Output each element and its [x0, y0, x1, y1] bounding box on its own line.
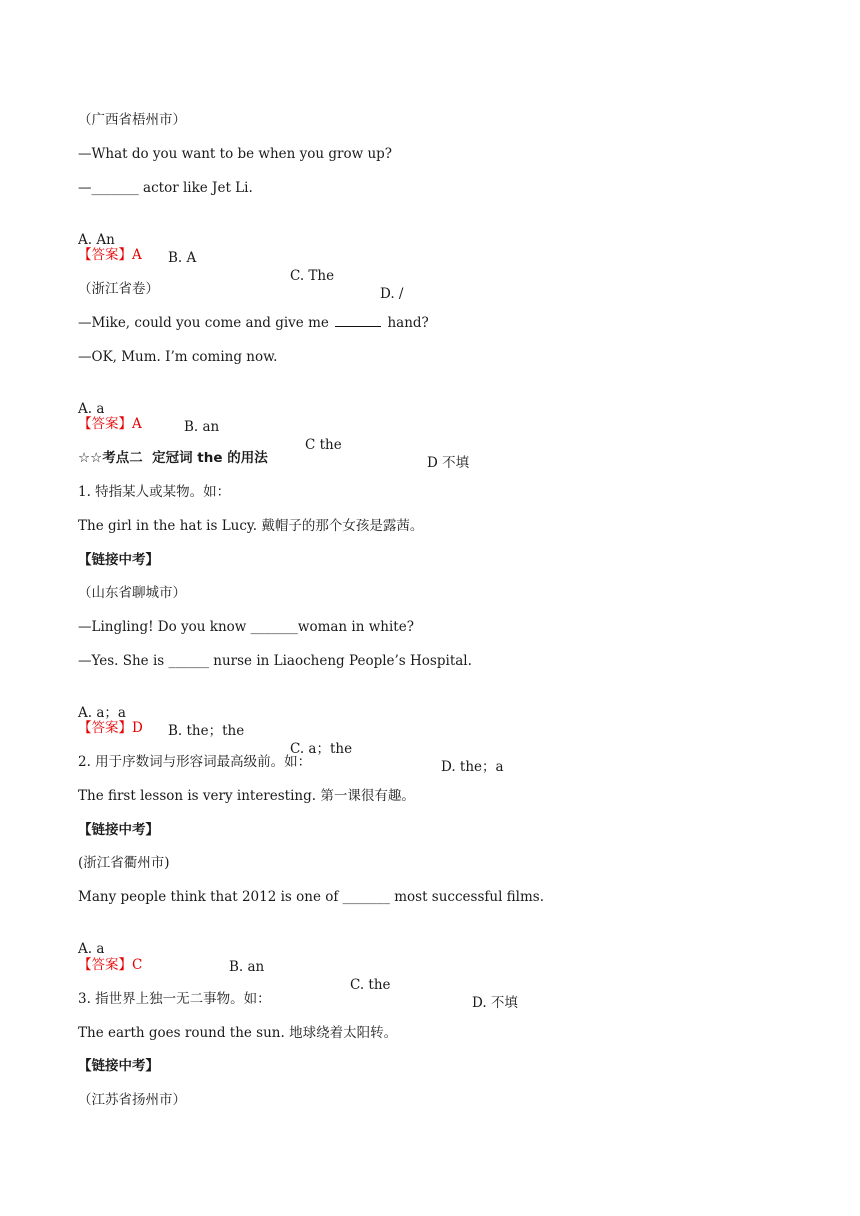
- answer-label: 【答案】A: [78, 247, 142, 263]
- option-b: B. an: [184, 419, 220, 435]
- point-heading: 2. 用于序数词与形容词最高级前。如：: [78, 754, 312, 770]
- option-a: A. a: [78, 941, 105, 957]
- option-c: C. a；the: [290, 741, 353, 757]
- option-c: C. The: [290, 268, 335, 284]
- option-c: C. the: [350, 977, 391, 993]
- question-line: [78, 314, 429, 332]
- section-heading: ☆☆考点二 定冠词 the 的用法: [78, 450, 268, 466]
- question-line: —_______ actor like Jet Li.: [78, 180, 253, 196]
- option-c: C the: [305, 437, 342, 453]
- link-label: 【链接中考】: [78, 552, 159, 568]
- question-line: —What do you want to be when you grow up?: [78, 146, 393, 162]
- question-source: (浙江省衢州市): [78, 855, 170, 871]
- question-source: （浙江省卷）: [78, 281, 159, 297]
- question-line: —OK, Mum. I’m coming now.: [78, 349, 278, 365]
- question-source: （广西省梧州市）: [78, 112, 186, 128]
- question-line: —Lingling! Do you know _______woman in white?: [78, 619, 414, 635]
- question-line: —Yes. She is ______ nurse in Liaocheng People’s Hospital.: [78, 653, 472, 669]
- options-row: [78, 213, 778, 303]
- question-line: Many people think that 2012 is one of _______ most successful films.: [78, 889, 545, 905]
- answer-blank: [335, 314, 381, 327]
- example-sentence: The girl in the hat is Lucy. 戴帽子的那个女孩是露茜。: [78, 518, 424, 534]
- answer-label: 【答案】D: [78, 720, 143, 736]
- option-d: D. 不填: [472, 995, 518, 1011]
- link-label: 【链接中考】: [78, 822, 159, 838]
- question-text: —Mike, could you come and give me: [78, 315, 334, 331]
- option-b: B. A: [168, 250, 197, 266]
- answer-label: 【答案】C: [78, 957, 143, 973]
- point-heading: 1. 特指某人或某物。如：: [78, 484, 231, 500]
- example-sentence: The earth goes round the sun. 地球绕着太阳转。: [78, 1025, 398, 1041]
- option-d: D. the；a: [441, 759, 504, 775]
- question-source: （江苏省扬州市）: [78, 1092, 186, 1108]
- question-text: hand?: [383, 315, 429, 331]
- link-label: 【链接中考】: [78, 1058, 159, 1074]
- answer-label: 【答案】A: [78, 416, 142, 432]
- option-b: B. the；the: [168, 723, 245, 739]
- option-b: B. an: [229, 959, 265, 975]
- example-sentence: The first lesson is very interesting. 第一课很有趣。: [78, 788, 415, 804]
- option-a: A. An: [78, 232, 115, 248]
- option-d: D 不填: [427, 455, 470, 471]
- point-heading: 3. 指世界上独一无二事物。如：: [78, 991, 271, 1007]
- option-a: A. a；a: [78, 705, 126, 721]
- question-source: （山东省聊城市）: [78, 585, 186, 601]
- option-d: D. /: [380, 286, 404, 302]
- option-a: A. a: [78, 401, 105, 417]
